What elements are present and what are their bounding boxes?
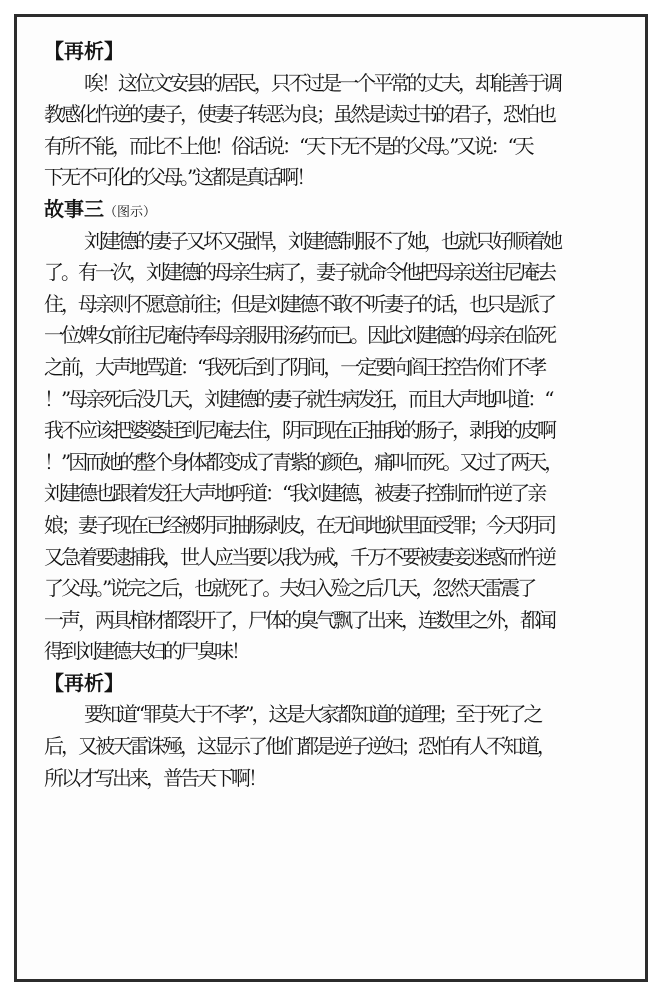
paragraph-line: 娘；妻子现在已经被阴司抽肠剥皮，在无间地狱里面受罪；今天阴司 bbox=[44, 512, 554, 537]
paragraph-line: 唉！这位文安县的居民，只不过是一个平常的丈夫，却能善于调 bbox=[84, 70, 560, 95]
paragraph-line: 了父母。”说完之后，也就死了。夫妇入殓之后几天，忽然天雷震了 bbox=[44, 576, 535, 601]
paragraph-line: ！”母亲死后没几天，刘建德的妻子就生病发狂，而且大声地叫道：“ bbox=[44, 386, 552, 411]
section-heading-reanalysis-2: 【再析】 bbox=[44, 670, 124, 695]
paragraph-line: 有所不能，而比不上他！俗话说：“天下无不是的父母。”又说：“天 bbox=[44, 133, 532, 158]
story-title: 故事三 bbox=[44, 196, 104, 221]
paragraph-line: 又急着要逮捕我，世人应当要以我为戒，千万不要被妻妾迷惑而忤逆 bbox=[44, 544, 554, 569]
paragraph-line: 所以才写出来，普告天下啊！ bbox=[44, 765, 265, 790]
paragraph-line: 我不应该把婆婆赶到尼庵去住，阴司现在正抽我的肠子，剥我的皮啊 bbox=[44, 418, 554, 443]
document-page bbox=[44, 36, 634, 794]
paragraph-line: 之前，大声地骂道：“我死后到了阴间，一定要向阎王控告你们不孝 bbox=[44, 354, 545, 379]
paragraph-line: 了。有一次，刘建德的母亲生病了，妻子就命令他把母亲送往尼庵去 bbox=[44, 260, 554, 285]
story-three-heading bbox=[44, 194, 634, 226]
paragraph-line: 住，母亲则不愿意前往；但是刘建德不敢不听妻子的话，也只是派了 bbox=[44, 291, 554, 316]
paragraph-line: ！”因而她的整个身体都变成了青紫的颜色，痛叫而死。又过了两天， bbox=[44, 449, 562, 474]
paragraph-line: 下无不可化的父母。”这都是真话啊！ bbox=[44, 165, 314, 190]
paragraph-line: 后，又被天雷诛殛，这显示了他们都是逆子逆妇；恐怕有人不知道， bbox=[44, 734, 554, 759]
section-heading-reanalysis-1: 【再析】 bbox=[44, 39, 124, 63]
paragraph-line: 刘建德的妻子又坏又强悍，刘建德制服不了她，也就只好顺着她 bbox=[84, 228, 560, 253]
paragraph-line: 教感化忤逆的妻子，使妻子转恶为良；虽然是读过书的君子，恐怕也 bbox=[44, 102, 554, 127]
paragraph-line: 刘建德也跟着发狂大声地呼道：“我刘建德，被妻子控制而忤逆了亲 bbox=[44, 481, 545, 506]
story-subtitle: （图示） bbox=[104, 204, 157, 220]
paragraph-line: 一声，两具棺材都裂开了，尸体的臭气飘了出来，连数里之外，都闻 bbox=[44, 607, 554, 632]
paragraph-line: 一位婢女前往尼庵侍奉母亲服用汤药而已。因此刘建德的母亲在临死 bbox=[44, 323, 554, 348]
paragraph-line: 要知道“罪莫大于不孝”，这是大家都知道的道理；至于死了之 bbox=[84, 702, 541, 727]
paragraph-line: 得到刘建德夫妇的尸臭味！ bbox=[44, 639, 248, 664]
